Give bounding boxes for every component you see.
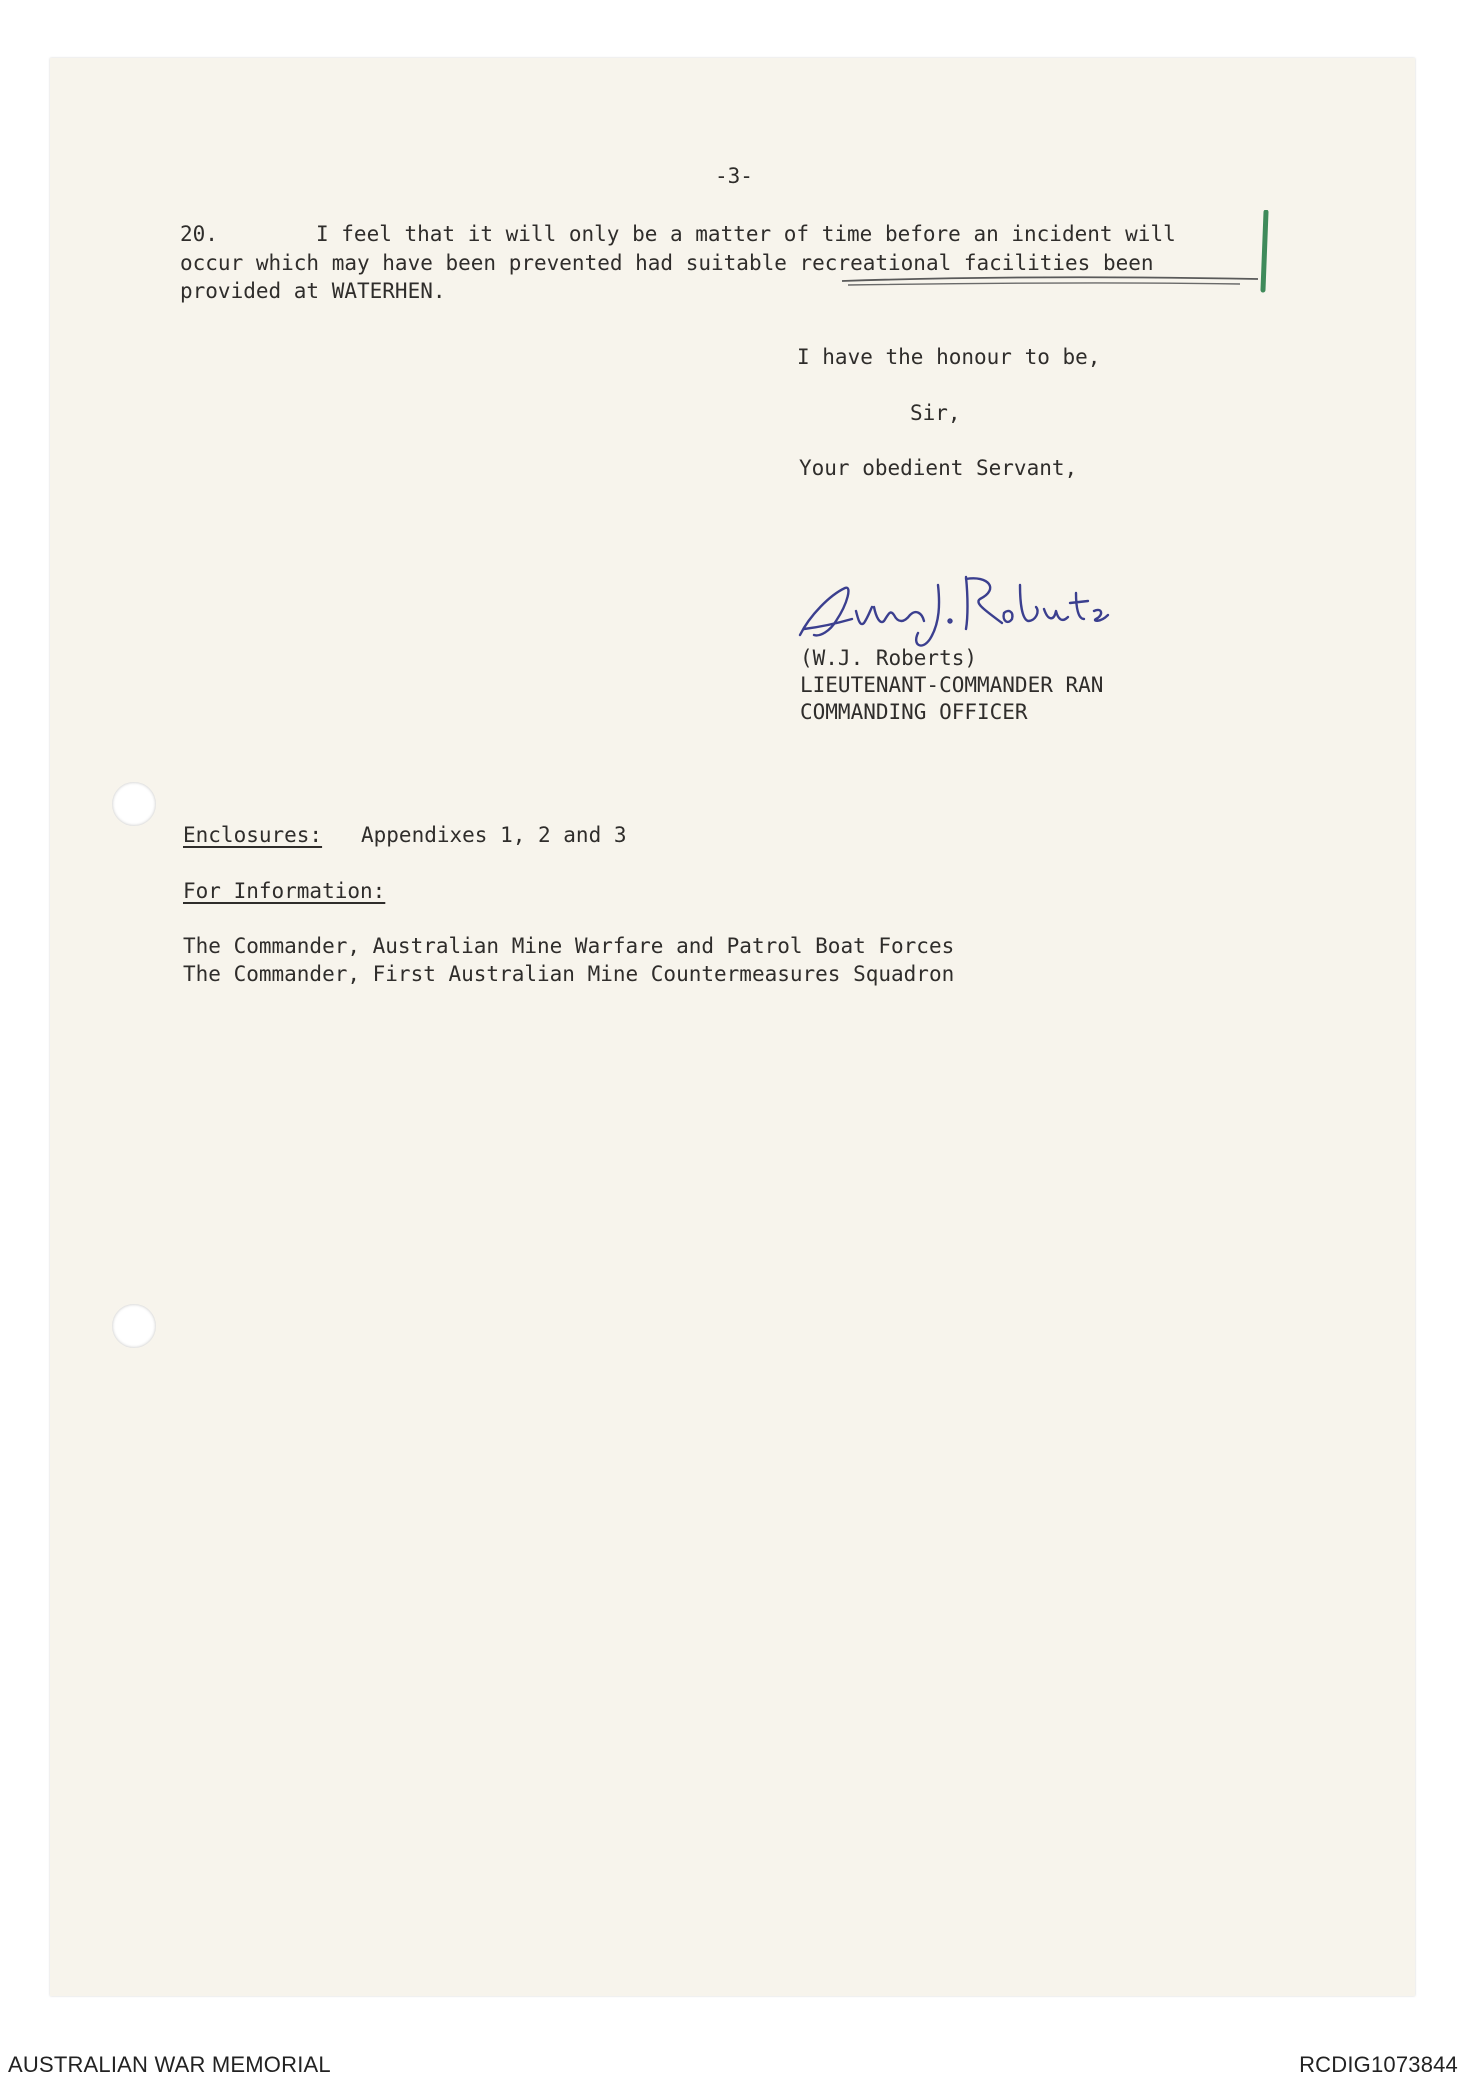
paragraph-line-1: I feel that it will only be a matter of time before an incident will: [316, 222, 1176, 246]
enclosures-value: Appendixes 1, 2 and 3: [361, 823, 627, 847]
margin-mark: [1257, 210, 1273, 294]
closing-line-2: Sir,: [910, 401, 961, 425]
information-recipient-1: The Commander, Australian Mine Warfare and Patrol Boat Forces: [183, 934, 955, 958]
enclosures-label: Enclosures:: [183, 823, 323, 847]
footer-source: AUSTRALIAN WAR MEMORIAL: [8, 2052, 331, 2077]
paragraph-number: 20.: [180, 222, 218, 246]
punch-hole-top: [112, 782, 156, 826]
signatory-rank: LIEUTENANT-COMMANDER RAN: [800, 673, 1104, 697]
page-number: -3-: [715, 164, 753, 188]
paragraph-line-3: provided at WATERHEN.: [180, 279, 446, 303]
information-recipient-2: The Commander, First Australian Mine Countermeasures Squadron: [183, 962, 955, 986]
paragraph-line-2: occur which may have been prevented had suitable recreational facilities been: [180, 251, 1154, 275]
signatory-name: (W.J. Roberts): [800, 646, 978, 670]
closing-line-1: I have the honour to be,: [797, 345, 1101, 369]
document-page: [50, 58, 1415, 1996]
signatory-title: COMMANDING OFFICER: [800, 700, 1028, 724]
closing-line-3: Your obedient Servant,: [799, 456, 1078, 480]
handwritten-signature: [790, 563, 1140, 653]
information-label: For Information:: [183, 879, 386, 903]
punch-hole-bottom: [112, 1304, 156, 1348]
footer-record-id: RCDIG1073844: [1299, 2052, 1458, 2077]
pen-underline-mark: [840, 272, 1260, 288]
